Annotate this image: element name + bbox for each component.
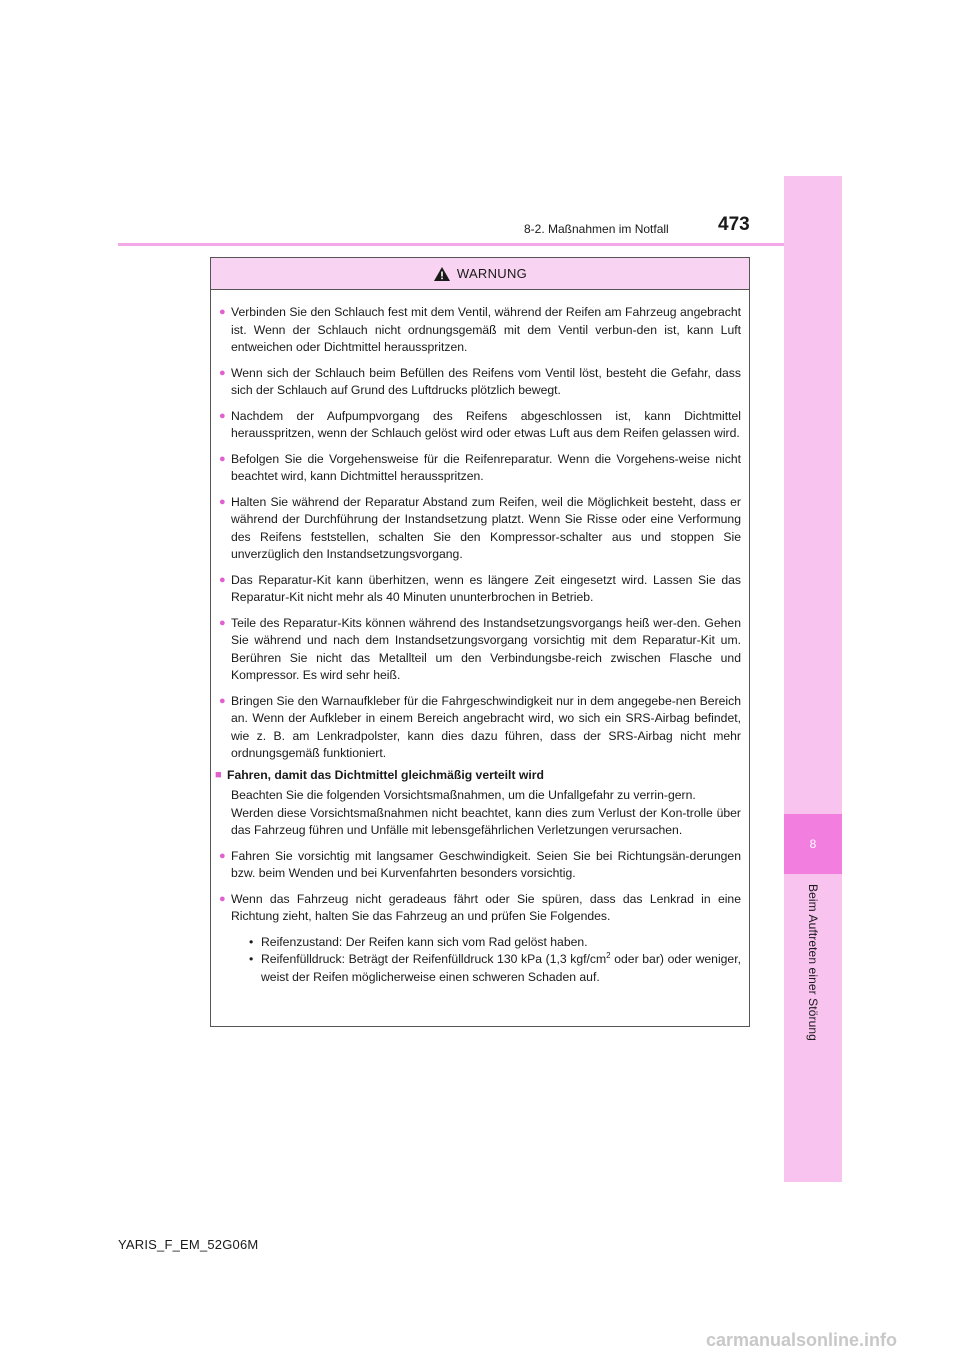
chapter-title: Beim Auftreten einer Störung — [806, 884, 820, 1041]
drive-item-text: Fahren Sie vorsichtig mit langsamer Geschwindigkeit. Seien Sie bei Richtungsän-derungen bzw. beim Wenden und bei Kurvenfahrten besonders vorsichtig. — [231, 848, 741, 880]
header-divider — [118, 243, 784, 246]
warning-triangle-icon — [433, 266, 451, 282]
warning-item — [219, 304, 741, 357]
warning-item — [219, 451, 741, 486]
superscript: 2 — [606, 950, 611, 960]
warning-item — [219, 494, 741, 564]
document-code: YARIS_F_EM_52G06M — [118, 1237, 259, 1252]
warning-item — [219, 572, 741, 607]
drive-item — [219, 848, 741, 883]
circle-bullet-icon: ● — [219, 495, 226, 508]
warning-item-text: Nachdem der Aufpumpvorgang des Reifens abgeschlossen ist, kann Dichtmittel herausspritzen, wenn der Schlauch gelöst wird oder etwas Luft aus dem Reifen gelassen wird. — [231, 408, 741, 440]
page-number: 473 — [718, 214, 750, 235]
watermark: carmanualsonline.info — [706, 1330, 898, 1350]
warning-item-text: Wenn sich der Schlauch beim Befüllen des Reifens vom Ventil löst, besteht die Gefahr, dass sich der Schlauch auf Grund des Luftdrucks plötzlich bewegt. — [231, 365, 741, 397]
circle-bullet-icon: ● — [219, 452, 226, 465]
warning-item-text: Halten Sie während der Reparatur Abstand zum Reifen, weil die Möglichkeit besteht, dass er während der Durchführung der Instandsetzung platzt. Wenn Sie Risse oder eine Verformung des Reifens feststellen, schalten Sie den Kompressor-schalter aus und stoppen Sie unverzüglich den Instandsetzungsvorgang. — [231, 494, 741, 561]
check-item — [249, 951, 741, 986]
circle-bullet-icon: ● — [219, 306, 226, 318]
dot-bullet-icon: • — [249, 934, 254, 949]
warning-item-text: Bringen Sie den Warnaufkleber für die Fahrgeschwindigkeit nur in dem angegebe-nen Bereich an. Wenn der Aufkleber in einem Bereich angebracht wird, wo sich ein SRS-Airbag befindet, wie z. B. am Lenkradpolster, kann dies dazu führen, dass der SRS-Airbag nicht mehr ordnungsgemäß funktioniert. — [231, 693, 741, 760]
square-bullet-icon: ■ — [215, 768, 222, 781]
warning-body — [211, 290, 749, 986]
warning-title: WARNUNG — [456, 266, 528, 281]
drive-item-text: Wenn das Fahrzeug nicht geradeaus fährt oder Sie spüren, dass das Lenkrad in eine Richtung zieht, halten Sie das Fahrzeug an und prüfen Sie Folgendes. — [231, 891, 741, 923]
check-item — [249, 934, 741, 952]
subsection-intro: Werden diese Vorsichtsmaßnahmen nicht beachtet, kann dies zum Verlust der Kon-trolle über das Fahrzeug führen und Unfälle mit lebensgefährlichen Verletzungen verursachen. — [231, 805, 741, 837]
drive-item — [219, 891, 741, 926]
check-item-text: Reifenzustand: Der Reifen kann sich vom Rad gelöst haben. — [261, 934, 588, 949]
subsection-heading: Fahren, damit das Dichtmittel gleichmäßig verteilt wird — [227, 767, 544, 782]
warning-box — [210, 257, 750, 1027]
subsection-intro: Beachten Sie die folgenden Vorsichtsmaßnahmen, um die Unfallgefahr zu verrin-gern. — [231, 788, 696, 802]
check-list — [249, 934, 741, 987]
warning-item — [219, 693, 741, 763]
circle-bullet-icon: ● — [219, 573, 226, 586]
check-text-end: oder bar) oder weniger, weist der Reifen möglicherweise einen schweren Schaden auf. — [261, 952, 741, 984]
warning-header — [211, 258, 749, 290]
warning-item-text: Teile des Reparatur-Kits können während des Instandsetzungsvorgangs heiß wer-den. Gehen Sie während und nach dem Instandsetzungsvorgang vorsichtig mit dem Reparatur-Kit um. Berühren Sie nicht das Metallteil um den Verbindungsbe-reich zwischen Flasche und Kompressor. Es wird sehr heiß. — [231, 615, 741, 682]
section-title: 8-2. Maßnahmen im Notfall — [524, 222, 669, 236]
circle-bullet-icon: ● — [219, 694, 226, 707]
circle-bullet-icon: ● — [219, 409, 226, 422]
check-text-start: Reifenfülldruck: Beträgt der Reifenfülldruck 130 kPa (1,3 kgf/cm — [261, 952, 607, 966]
dot-bullet-icon: • — [249, 952, 254, 966]
circle-bullet-icon: ● — [219, 892, 226, 905]
circle-bullet-icon: ● — [219, 366, 226, 379]
chapter-number: 8 — [784, 814, 842, 874]
warning-item — [219, 615, 741, 685]
warning-item-text: Befolgen Sie die Vorgehensweise für die Reifenreparatur. Wenn die Vorgehens-weise nicht beachtet wird, kann Dichtmittel herausspritzen. — [231, 451, 741, 483]
warning-item — [219, 365, 741, 400]
circle-bullet-icon: ● — [219, 849, 226, 862]
check-item-text — [261, 951, 741, 986]
warning-item-text: Verbinden Sie den Schlauch fest mit dem Ventil, während der Reifen am Fahrzeug angebracht ist. Wenn der Schlauch nicht ordnungsgemäß mit dem Ventil verbun-den ist, kann Luft entweichen oder Dichtmittel herausspritzen. — [231, 305, 741, 354]
warning-item — [219, 408, 741, 443]
circle-bullet-icon: ● — [219, 616, 226, 629]
warning-item-text: Das Reparatur-Kit kann überhitzen, wenn es längere Zeit eingesetzt wird. Lassen Sie das Reparatur-Kit nicht mehr als 40 Minuten ununterbrochen in Betrieb. — [231, 572, 741, 604]
subsection-heading-row — [215, 767, 741, 785]
